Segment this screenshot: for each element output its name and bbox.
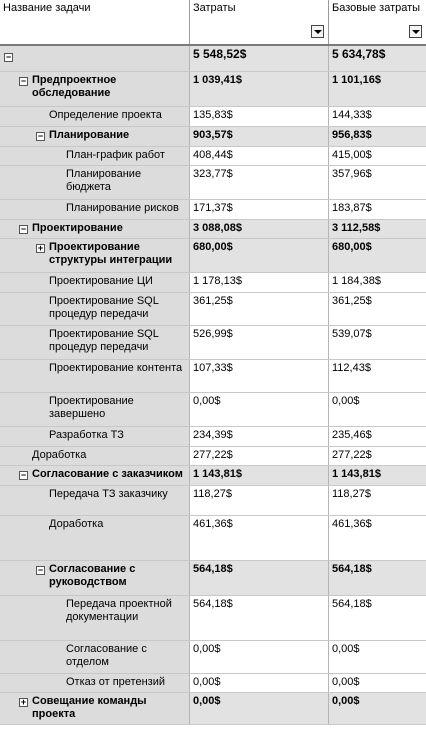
cost-cell: 0,00$ — [190, 393, 329, 426]
cost-cell: 171,37$ — [190, 200, 329, 219]
cost-cell: 903,57$ — [190, 127, 329, 146]
table-row[interactable] — [0, 393, 426, 427]
table-row[interactable] — [0, 273, 426, 293]
base-cost-cell: 956,83$ — [329, 127, 426, 146]
base-cost-cell: 118,27$ — [329, 486, 426, 515]
table-row[interactable] — [0, 72, 426, 107]
collapse-icon[interactable]: − — [37, 565, 44, 575]
base-cost-cell: 183,87$ — [329, 200, 426, 219]
cost-cell: 564,18$ — [190, 596, 329, 640]
cost-cell: 0,00$ — [190, 693, 329, 724]
table-row[interactable] — [0, 220, 426, 239]
collapse-icon[interactable]: − — [5, 52, 12, 62]
table-row[interactable] — [0, 147, 426, 166]
cost-cell: 3 088,08$ — [190, 220, 329, 238]
dropdown-arrow-icon[interactable] — [409, 25, 422, 38]
table-row[interactable] — [0, 466, 426, 486]
table-row[interactable] — [0, 166, 426, 200]
column-header-task-name[interactable] — [0, 0, 190, 44]
base-cost-cell: 357,96$ — [329, 166, 426, 199]
task-name: Проектирование SQL процедур передачи — [49, 328, 159, 353]
cost-cell: 107,33$ — [190, 360, 329, 392]
base-cost-cell: 5 634,78$ — [329, 46, 426, 71]
cost-cell: 0,00$ — [190, 641, 329, 673]
table-row[interactable] — [0, 596, 426, 641]
base-cost-cell: 235,46$ — [329, 427, 426, 446]
base-cost-cell: 564,18$ — [329, 561, 426, 595]
base-cost-cell: 0,00$ — [329, 674, 426, 692]
task-name: Проектирование завершено — [49, 395, 134, 420]
column-header-base-cost[interactable] — [329, 0, 426, 44]
table-row[interactable] — [0, 293, 426, 326]
cost-cell: 361,25$ — [190, 293, 329, 325]
base-cost-cell: 461,36$ — [329, 516, 426, 560]
column-header-cost[interactable] — [190, 0, 329, 44]
base-cost-cell: 415,00$ — [329, 147, 426, 165]
table-row[interactable] — [0, 674, 426, 693]
table-row[interactable] — [0, 516, 426, 561]
cost-cell: 1 143,81$ — [190, 466, 329, 485]
base-cost-cell: 0,00$ — [329, 393, 426, 426]
task-name: Разработка ТЗ — [49, 429, 124, 441]
base-cost-cell: 564,18$ — [329, 596, 426, 640]
task-name: Согласование с заказчиком — [32, 468, 183, 480]
base-cost-cell: 112,43$ — [329, 360, 426, 392]
task-name: Проектирование структуры интеграции — [49, 241, 173, 266]
cost-cell: 1 039,41$ — [190, 72, 329, 106]
base-cost-cell: 144,33$ — [329, 107, 426, 126]
cost-cell: 5 548,52$ — [190, 46, 329, 71]
column-header-label: Базовые затраты — [332, 2, 421, 14]
cost-cell: 1 178,13$ — [190, 273, 329, 292]
task-name: Передача ТЗ заказчику — [49, 488, 168, 500]
task-name: Отказ от претензий — [66, 676, 165, 688]
table-row[interactable] — [0, 200, 426, 220]
collapse-icon[interactable]: − — [20, 224, 27, 234]
table-row[interactable] — [0, 486, 426, 516]
column-header-label: Название задачи — [3, 2, 91, 14]
dropdown-arrow-icon[interactable] — [311, 25, 324, 38]
task-name: Согласование с руководством — [49, 563, 136, 588]
expand-icon[interactable]: + — [20, 697, 27, 707]
table-row[interactable] — [0, 447, 426, 466]
table-row[interactable] — [0, 360, 426, 393]
task-name: Доработка — [32, 449, 87, 461]
task-name: Доработка — [49, 518, 104, 530]
cost-cell: 234,39$ — [190, 427, 329, 446]
task-name: Планирование — [49, 129, 130, 141]
task-name: Проектирование SQL процедур передачи — [49, 295, 159, 320]
base-cost-cell: 0,00$ — [329, 641, 426, 673]
task-name: Планирование бюджета — [66, 168, 142, 193]
collapse-icon[interactable]: − — [20, 470, 27, 480]
expand-icon[interactable]: + — [37, 243, 44, 253]
cost-cell: 564,18$ — [190, 561, 329, 595]
task-name: Проектирование контента — [49, 362, 183, 374]
task-name: Согласование с отделом — [66, 643, 147, 668]
table-row[interactable] — [0, 641, 426, 674]
grid-header — [0, 0, 426, 46]
cost-cell: 408,44$ — [190, 147, 329, 165]
cost-cell: 680,00$ — [190, 239, 329, 272]
cost-cell: 118,27$ — [190, 486, 329, 515]
cost-cell: 461,36$ — [190, 516, 329, 560]
cost-cell: 135,83$ — [190, 107, 329, 126]
cost-cell: 526,99$ — [190, 326, 329, 359]
base-cost-cell: 1 143,81$ — [329, 466, 426, 485]
collapse-icon[interactable]: − — [37, 131, 44, 141]
table-row[interactable] — [0, 427, 426, 447]
task-name: Проектирование ЦИ — [49, 275, 153, 287]
task-name: Передача проектной документации — [66, 598, 172, 623]
base-cost-cell: 539,07$ — [329, 326, 426, 359]
task-name: Совещание команды проекта — [32, 695, 147, 720]
base-cost-cell: 680,00$ — [329, 239, 426, 272]
table-row[interactable] — [0, 46, 426, 72]
task-name: Планирование рисков — [66, 202, 179, 214]
base-cost-cell: 1 184,38$ — [329, 273, 426, 292]
collapse-icon[interactable]: − — [20, 76, 27, 86]
task-name: Определение проекта — [49, 109, 162, 121]
base-cost-cell: 277,22$ — [329, 447, 426, 465]
cost-cell: 323,77$ — [190, 166, 329, 199]
column-header-label: Затраты — [193, 2, 236, 14]
table-row[interactable] — [0, 107, 426, 127]
cost-cell: 277,22$ — [190, 447, 329, 465]
cost-cell: 0,00$ — [190, 674, 329, 692]
base-cost-cell: 3 112,58$ — [329, 220, 426, 238]
table-row[interactable] — [0, 326, 426, 360]
table-row[interactable] — [0, 239, 426, 273]
table-row[interactable] — [0, 561, 426, 596]
task-name: План-график работ — [66, 149, 165, 161]
task-name: Проектирование — [32, 222, 123, 234]
base-cost-cell: 1 101,16$ — [329, 72, 426, 106]
task-name: Предпроектное обследование — [32, 74, 117, 99]
base-cost-cell: 0,00$ — [329, 693, 426, 724]
table-row[interactable] — [0, 127, 426, 147]
table-row[interactable] — [0, 693, 426, 725]
base-cost-cell: 361,25$ — [329, 293, 426, 325]
